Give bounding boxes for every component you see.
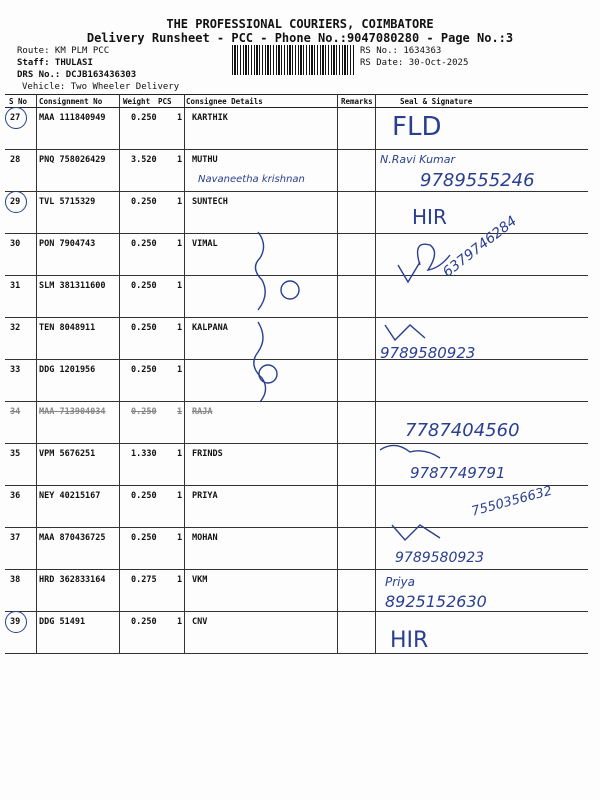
row-pcs: 1 xyxy=(177,449,183,459)
table-row xyxy=(5,359,588,402)
row-consignment: DDG 51491 xyxy=(39,617,86,627)
row-sno: 35 xyxy=(10,449,21,459)
vehicle-label: Vehicle: Two Wheeler Delivery xyxy=(22,82,180,92)
row-sno: 31 xyxy=(10,281,21,291)
staff-label: Staff: THULASI xyxy=(17,58,93,68)
row-weight: 1.330 xyxy=(131,449,157,459)
row-sno: 29 xyxy=(10,197,21,207)
row-consignee: FRINDS xyxy=(192,449,223,459)
handwritten-name: Priya xyxy=(385,575,415,589)
handwritten-phone: 9789580923 xyxy=(395,550,485,566)
barcode xyxy=(232,45,354,75)
row-consignee: PRIYA xyxy=(192,491,218,501)
col-weight: Weight xyxy=(123,97,151,106)
rs-number: RS No.: 1634363 xyxy=(360,46,442,56)
circled-row-number xyxy=(5,107,27,129)
table-row xyxy=(5,317,588,360)
row-consignment: TEN 8048911 xyxy=(39,323,96,333)
col-remarks: Remarks xyxy=(341,97,373,106)
row-sno: 38 xyxy=(10,575,21,585)
col-consignee: Consignee Details xyxy=(186,97,263,106)
row-sno: 32 xyxy=(10,323,21,333)
handwritten-hir: HIR xyxy=(390,628,429,653)
row-weight: 0.250 xyxy=(131,617,157,627)
row-pcs: 1 xyxy=(177,617,183,627)
table-row xyxy=(5,275,588,318)
circled-row-number xyxy=(5,191,27,213)
row-consignment: VPM 5676251 xyxy=(39,449,96,459)
row-weight: 0.250 xyxy=(131,407,157,417)
drs-label: DRS No.: DCJB163436303 xyxy=(17,70,137,80)
row-sno: 34 xyxy=(10,407,21,417)
row-weight: 0.250 xyxy=(131,113,157,123)
handwritten-phone: 6379746284 xyxy=(440,213,521,281)
col-consignment: Consignment No xyxy=(39,97,103,106)
row-consignee: MOHAN xyxy=(192,533,218,543)
row-consignment: MAA 870436725 xyxy=(39,533,106,543)
row-consignment: PNQ 758026429 xyxy=(39,155,106,165)
handwritten-phone: 7787404560 xyxy=(405,420,520,441)
row-weight: 0.250 xyxy=(131,323,157,333)
handwritten-fld: FLD xyxy=(392,112,442,142)
handwritten-hir: HIR xyxy=(412,205,447,229)
row-consignee: RAJA xyxy=(192,407,213,417)
row-consignment: NEY 40215167 xyxy=(39,491,101,501)
row-weight: 0.250 xyxy=(131,491,157,501)
row-consignee: CNV xyxy=(192,617,208,627)
row-weight: 3.520 xyxy=(131,155,157,165)
table-row xyxy=(5,107,588,150)
row-pcs: 1 xyxy=(177,239,183,249)
handwritten-phone: 9789555246 xyxy=(420,170,535,191)
handwritten-phone: 8925152630 xyxy=(385,592,487,611)
row-consignment: PON 7904743 xyxy=(39,239,96,249)
row-sno: 33 xyxy=(10,365,21,375)
row-sno: 39 xyxy=(10,617,21,627)
row-consignment: MAA 111840949 xyxy=(39,113,106,123)
table-header xyxy=(5,94,588,108)
row-pcs: 1 xyxy=(177,533,183,543)
handwritten-phone: 9789580923 xyxy=(380,344,476,362)
row-pcs: 1 xyxy=(177,281,183,291)
circled-row-number xyxy=(5,611,27,633)
row-consignee: VKM xyxy=(192,575,208,585)
row-sno: 37 xyxy=(10,533,21,543)
row-pcs: 1 xyxy=(177,197,183,207)
col-sno: S No xyxy=(9,97,28,106)
row-weight: 0.250 xyxy=(131,533,157,543)
row-sno: 27 xyxy=(10,113,21,123)
row-pcs: 1 xyxy=(177,407,183,417)
row-weight: 0.250 xyxy=(131,197,157,207)
row-pcs: 1 xyxy=(177,155,183,165)
table-row xyxy=(5,611,588,654)
row-pcs: 1 xyxy=(177,365,183,375)
row-weight: 0.250 xyxy=(131,239,157,249)
row-pcs: 1 xyxy=(177,323,183,333)
row-sno: 28 xyxy=(10,155,21,165)
runsheet-title: THE PROFESSIONAL COURIERS, COIMBATORE xyxy=(166,17,434,31)
table-row xyxy=(5,569,588,612)
handwritten-phone: 9787749791 xyxy=(410,464,506,482)
handwritten-consignee-note: Navaneetha krishnan xyxy=(198,174,305,185)
row-weight: 0.250 xyxy=(131,365,157,375)
runsheet-subtitle: Delivery Runsheet - PCC - Phone No.:9047080280 - Page No.:3 xyxy=(86,31,514,45)
row-consignment: SLM 381311600 xyxy=(39,281,106,291)
row-sno: 30 xyxy=(10,239,21,249)
route-label: Route: KM PLM PCC xyxy=(17,46,110,56)
row-consignee: VIMAL xyxy=(192,239,218,249)
row-consignment: DDG 1201956 xyxy=(39,365,96,375)
row-pcs: 1 xyxy=(177,491,183,501)
row-consignment: MAA 713904034 xyxy=(39,407,106,417)
col-pcs: PCS xyxy=(158,97,172,106)
row-sno: 36 xyxy=(10,491,21,501)
rs-date: RS Date: 30-Oct-2025 xyxy=(360,58,469,68)
handwritten-phone: 7550356632 xyxy=(470,483,554,520)
row-weight: 0.250 xyxy=(131,281,157,291)
row-pcs: 1 xyxy=(177,113,183,123)
row-consignee: MUTHU xyxy=(192,155,218,165)
row-consignee: SUNTECH xyxy=(192,197,228,207)
row-pcs: 1 xyxy=(177,575,183,585)
row-consignee: KALPANA xyxy=(192,323,228,333)
row-consignee: KARTHIK xyxy=(192,113,228,123)
row-consignment: HRD 362833164 xyxy=(39,575,106,585)
col-seal: Seal & Signature xyxy=(400,97,473,106)
row-consignment: TVL 5715329 xyxy=(39,197,96,207)
handwritten-name: N.Ravi Kumar xyxy=(380,153,456,166)
table-row xyxy=(5,527,588,570)
row-weight: 0.275 xyxy=(131,575,157,585)
